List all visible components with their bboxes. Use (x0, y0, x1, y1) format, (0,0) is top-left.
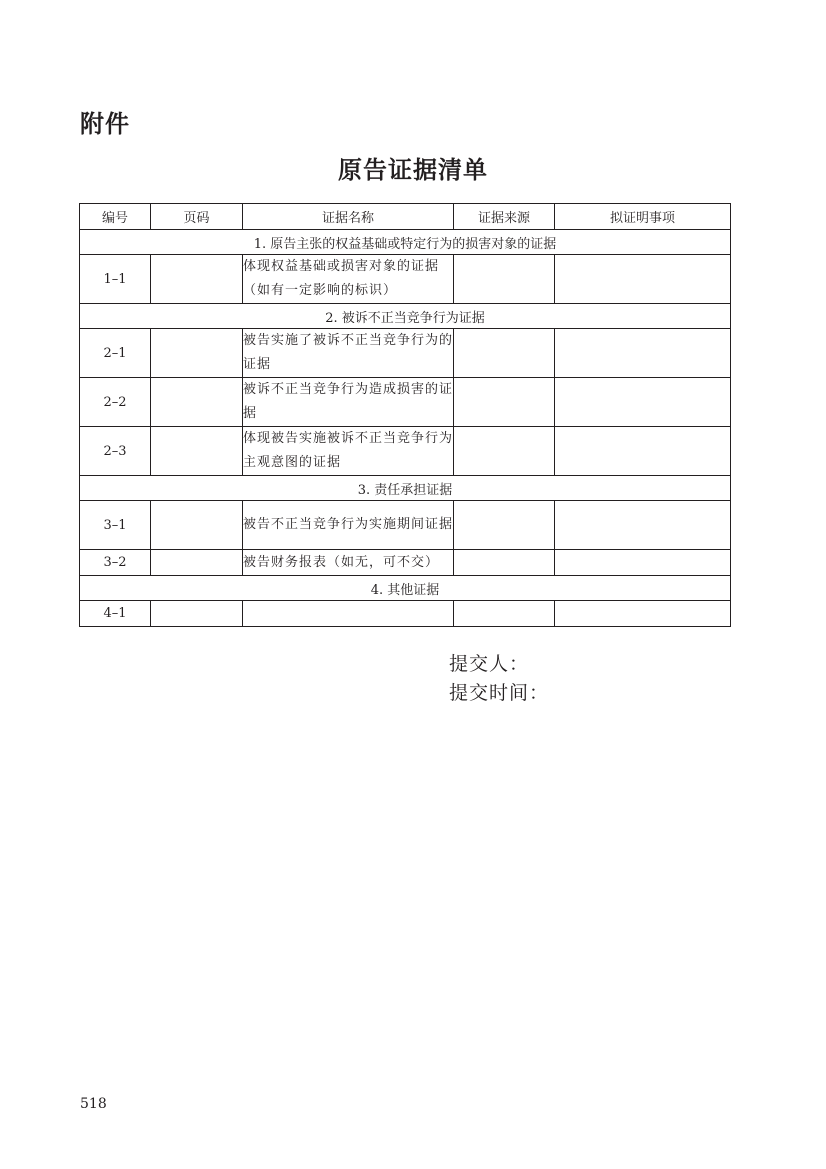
table-row (80, 501, 731, 550)
row-evidence-source (454, 329, 555, 378)
submit-time-label: 提交时间： (449, 682, 550, 704)
row-evidence-source (454, 550, 555, 576)
header-evidence-name: 证据名称 (243, 204, 454, 230)
row-number: 2–2 (80, 378, 151, 427)
row-number: 1–1 (80, 255, 151, 304)
section-row (80, 304, 731, 329)
table-row (80, 601, 731, 627)
row-evidence-source (454, 501, 555, 550)
appendix-heading: 附件 (80, 110, 130, 138)
header-purpose: 拟证明事项 (555, 204, 731, 230)
row-evidence-source (454, 255, 555, 304)
row-purpose (555, 427, 731, 476)
row-page (151, 427, 243, 476)
row-evidence-source (454, 601, 555, 627)
row-page (151, 329, 243, 378)
table-row (80, 550, 731, 576)
row-evidence-name: 被告不正当竞争行为实施期间证据 (243, 501, 454, 550)
section-title: 3. 责任承担证据 (80, 476, 731, 501)
table-row (80, 427, 731, 476)
row-number: 3–2 (80, 550, 151, 576)
header-evidence-source: 证据来源 (454, 204, 555, 230)
section-title: 4. 其他证据 (80, 576, 731, 601)
row-page (151, 378, 243, 427)
row-evidence-name: 体现权益基础或损害对象的证据（如有一定影响的标识） (243, 255, 454, 304)
row-evidence-name (243, 601, 454, 627)
row-evidence-name: 被告财务报表（如无，可不交） (243, 550, 454, 576)
table-header-row (80, 204, 731, 230)
section-row (80, 230, 731, 255)
row-purpose (555, 378, 731, 427)
table-row (80, 378, 731, 427)
header-number: 编号 (80, 204, 151, 230)
row-purpose (555, 550, 731, 576)
section-row (80, 476, 731, 501)
document-title: 原告证据清单 (338, 155, 488, 184)
row-purpose (555, 329, 731, 378)
page-number: 518 (80, 1096, 107, 1112)
row-page (151, 601, 243, 627)
row-page (151, 501, 243, 550)
section-title: 2. 被诉不正当竞争行为证据 (80, 304, 731, 329)
table-row (80, 255, 731, 304)
row-evidence-source (454, 427, 555, 476)
row-page (151, 255, 243, 304)
row-evidence-source (454, 378, 555, 427)
row-number: 2–1 (80, 329, 151, 378)
row-evidence-name: 被诉不正当竞争行为造成损害的证据 (243, 378, 454, 427)
table-row (80, 329, 731, 378)
row-purpose (555, 501, 731, 550)
submitter-label: 提交人： (449, 653, 530, 675)
header-page: 页码 (151, 204, 243, 230)
row-number: 3–1 (80, 501, 151, 550)
evidence-table (79, 203, 731, 627)
row-page (151, 550, 243, 576)
section-row (80, 576, 731, 601)
row-evidence-name: 被告实施了被诉不正当竞争行为的证据 (243, 329, 454, 378)
row-purpose (555, 255, 731, 304)
row-number: 4–1 (80, 601, 151, 627)
section-title: 1. 原告主张的权益基础或特定行为的损害对象的证据 (80, 230, 731, 255)
row-evidence-name: 体现被告实施被诉不正当竞争行为主观意图的证据 (243, 427, 454, 476)
row-purpose (555, 601, 731, 627)
row-number: 2–3 (80, 427, 151, 476)
